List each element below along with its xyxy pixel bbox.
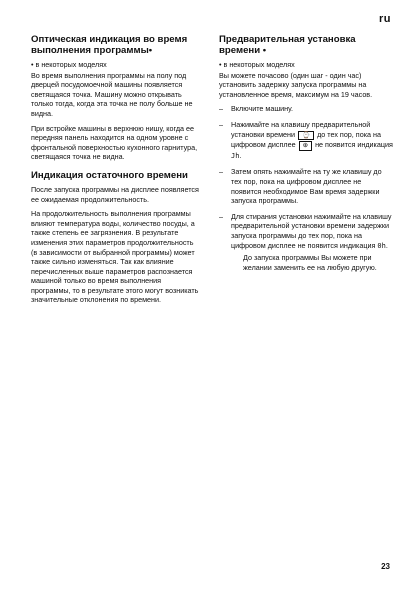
list-dash: –: [219, 104, 223, 114]
indicator-symbol: Jh: [231, 151, 240, 160]
list-dash: –: [219, 167, 223, 177]
display-key-icon: ⊕: [299, 141, 312, 151]
language-code: ru: [379, 13, 391, 25]
indicator-symbol: 0h: [377, 241, 386, 250]
instruction-punct: .: [239, 150, 242, 160]
instruction-item: [219, 167, 393, 205]
closing-note: До запуска программы Вы можете при желании заменить ее на любую другую.: [243, 253, 377, 272]
instruction-text: до тех пор, пока на цифровом дисплее: [231, 129, 381, 150]
instruction-text: Для стирания установки нажимайте на клавишу предварительной установки времени задержки запуска программы до тех пор, пока на цифровом дисплее не появится индикация: [231, 211, 392, 250]
instruction-text: не появится индикация: [315, 140, 393, 150]
model-note: • в некоторых моделях: [219, 60, 295, 69]
timer-key-icon: ⌚: [298, 131, 314, 141]
remaining-time-heading: Индикация остаточного времени: [31, 169, 188, 181]
remaining-time-paragraph-2: На продолжительность выполнения программы влияют температура воды, количество посуды, а также степень ее загрязнения. В результате изменения этих параметров продолжительность (в зависимости от выбранной программы) может также сильно изменяться. Так как влияние перечисленных выше параметров распознается машиной только во время выполнения программы, то в результате этого могут возникать значительные отклонения по времени.: [31, 209, 199, 305]
instruction-item: [219, 212, 393, 273]
instruction-list: [219, 104, 393, 272]
instruction-item: [219, 120, 393, 161]
instruction-punct: .: [385, 240, 388, 250]
model-note: • в некоторых моделях: [31, 60, 107, 69]
delay-start-intro: Вы можете почасово (один шаг - один час) установить задержку запуска программы на установленное время, максимум на 19 часов.: [219, 70, 373, 99]
optical-indication-heading: Оптическая индикация во время выполнения программы•: [31, 34, 188, 56]
left-column: [31, 34, 199, 310]
remaining-time-paragraph-1: После запуска программы на дисплее появляется ее ожидаемая продолжительность.: [31, 184, 199, 204]
optical-indication-paragraph-2: При встройке машины в верхнюю нишу, когда ее передняя панель находится на одном уровне с фронтальной поверхностью кухонного гарнитура, светящаяся точка не видна.: [31, 123, 198, 162]
instruction-text: Затем опять нажимайте на ту же клавишу до тех пор, пока на цифровом дисплее не появится необходимое Вам время задержки запуска программы.: [231, 167, 382, 206]
instruction-text: Нажимайте на клавишу предварительной установки времени: [231, 119, 371, 139]
optical-indication-paragraph-1: Во время выполнения программы на полу под дверцей посудомоечной машины появляется светящаяся точка. Машину можно открывать только тогда, когда эта точка не полу больше не видна.: [31, 70, 193, 118]
instruction-text: Включите машину.: [231, 104, 293, 114]
delay-start-heading: Предварительная установка времени •: [219, 34, 356, 56]
list-dash: –: [219, 119, 223, 129]
page-number: 23: [381, 562, 390, 571]
right-column: [219, 34, 393, 278]
list-dash: –: [219, 211, 223, 221]
instruction-item: [219, 104, 393, 114]
